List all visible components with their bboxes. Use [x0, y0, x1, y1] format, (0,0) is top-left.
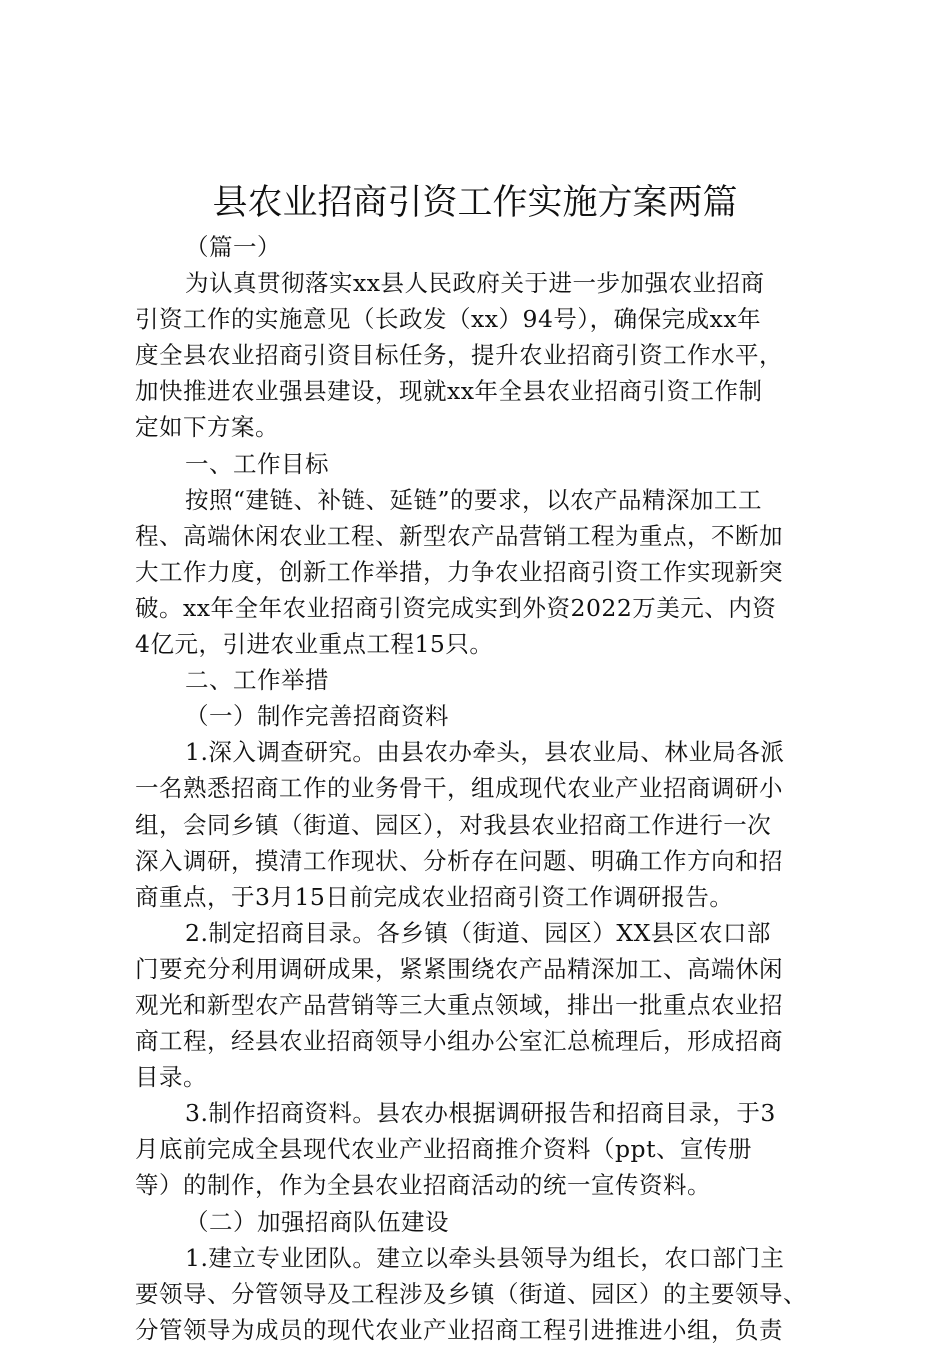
- text-line: 商重点，于3月15日前完成农业招商引资工作调研报告。: [135, 882, 734, 911]
- text-line: 深入调研，摸清工作现状、分析存在问题、明确工作方向和招: [135, 846, 783, 875]
- text-line: 破。xx年全年农业招商引资完成实到外资2022万美元、内资: [135, 593, 777, 622]
- text-line: 组，会同乡镇（街道、园区），对我县农业招商工作进行一次: [135, 810, 772, 839]
- text-line: 目录。: [135, 1063, 207, 1092]
- text-line: 1.建立专业团队。建立以牵头县领导为组长，农口部门主: [185, 1243, 785, 1272]
- text-line: 加快推进农业强县建设，现就xx年全县农业招商引资工作制: [135, 377, 763, 406]
- text-line: 度全县农业招商引资目标任务，提升农业招商引资工作水平，: [135, 341, 783, 370]
- text-line: 观光和新型农产品营销等三大重点领域，排出一批重点农业招: [135, 990, 783, 1019]
- text-line: 商工程，经县农业招商领导小组办公室汇总梳理后，形成招商: [135, 1027, 783, 1056]
- text-line: 3.制作招商资料。县农办根据调研报告和招商目录，于3: [185, 1099, 776, 1128]
- text-line: 门要充分利用调研成果，紧紧围绕农产品精深加工、高端休闲: [135, 954, 783, 983]
- document-body: [135, 229, 825, 1348]
- text-line: 大工作力度，创新工作举措，力争农业招商引资工作实现新突: [135, 557, 783, 586]
- text-line: 引资工作的实施意见（长政发（xx）94号），确保完成xx年: [135, 305, 762, 334]
- text-line: （一）制作完善招商资料: [185, 702, 449, 731]
- text-line: 按照“建链、补链、延链”的要求，以农产品精深加工工: [185, 485, 763, 514]
- text-line: 1.深入调查研究。由县农办牵头，县农业局、林业局各派: [185, 738, 785, 767]
- text-line: （二）加强招商队伍建设: [185, 1207, 449, 1236]
- text-line: 程、高端休闲农业工程、新型农产品营销工程为重点，不断加: [135, 521, 783, 550]
- text-line: 要领导、分管领导及工程涉及乡镇（街道、园区）的主要领导、: [135, 1279, 807, 1308]
- text-line: 一、工作目标: [185, 449, 329, 478]
- text-line: 分管领导为成员的现代农业产业招商工程引进推进小组，负责: [135, 1315, 783, 1344]
- text-line: 定如下方案。: [135, 413, 279, 442]
- text-line: 月底前完成全县现代农业产业招商推介资料（ppt、宣传册: [135, 1135, 753, 1164]
- text-line: 为认真贯彻落实xx县人民政府关于进一步加强农业招商: [185, 269, 765, 298]
- document-title: 县农业招商引资工作实施方案两篇: [212, 183, 738, 223]
- text-line: 4亿元，引进农业重点工程15只。: [135, 630, 494, 659]
- text-line: （篇一）: [185, 233, 281, 261]
- text-line: 等）的制作，作为全县农业招商活动的统一宣传资料。: [135, 1171, 711, 1200]
- text-line: 一名熟悉招商工作的业务骨干，组成现代农业产业招商调研小: [135, 774, 783, 803]
- text-line: 2.制定招商目录。各乡镇（街道、园区）XX县区农口部: [185, 918, 771, 947]
- text-line: 二、工作举措: [185, 666, 329, 695]
